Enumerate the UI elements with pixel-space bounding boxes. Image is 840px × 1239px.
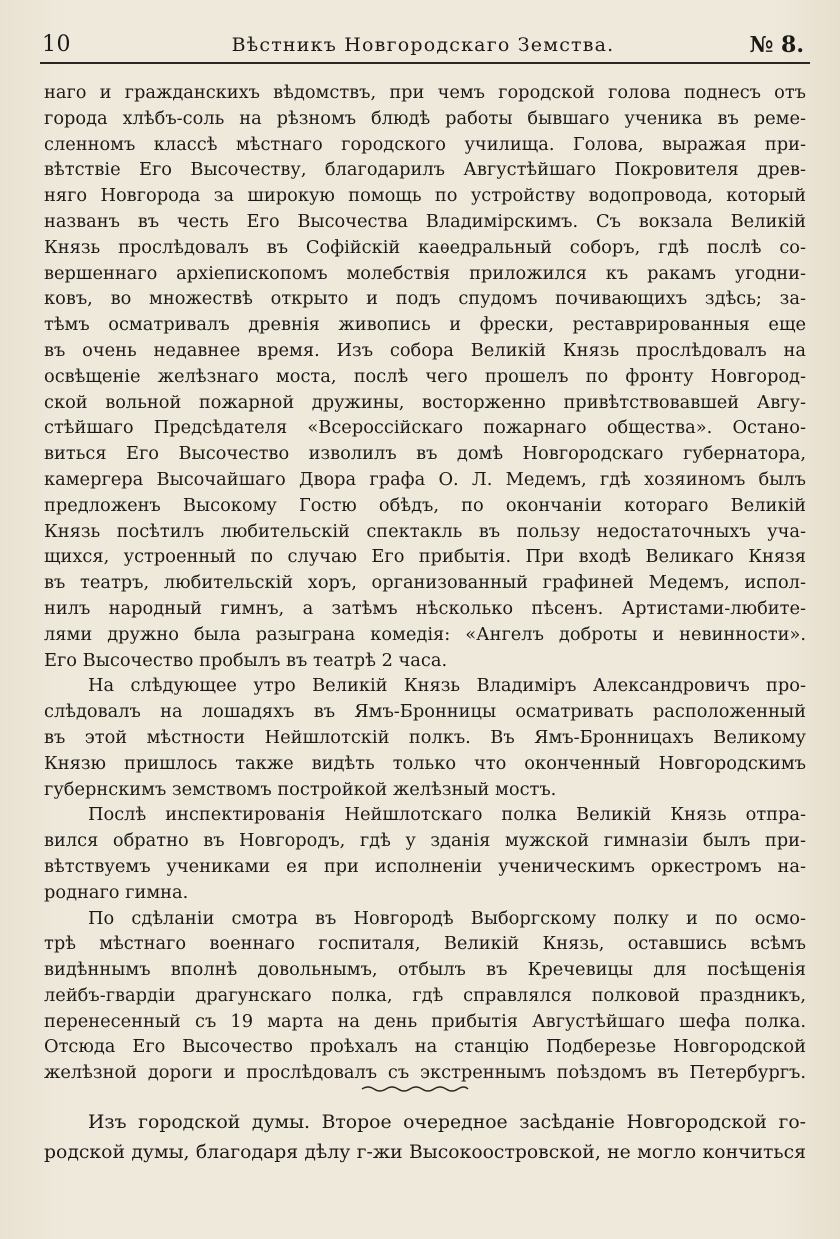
city-duma-section — [44, 1108, 806, 1168]
text-line: нилъ народный гимнъ, а затѣмъ нѣсколько пѣсенъ. Артистами-любите- — [44, 597, 806, 619]
text-line: сленномъ классѣ мѣстнаго городского училища. Голова, выражая при- — [44, 133, 806, 155]
text-line: города хлѣбъ-соль на рѣзномъ блюдѣ работы бывшаго ученика въ реме- — [44, 107, 806, 129]
text-line: тѣмъ осматривалъ древнія живопись и фрески, реставрированныя еще — [44, 314, 806, 336]
article-body — [44, 80, 806, 1086]
text-line: трѣ мѣстнаго военнаго госпиталя, Великій Князь, оставшись всѣмъ — [44, 933, 806, 955]
text-line: наго и гражданскихъ вѣдомствъ, при чемъ городской голова поднесъ отъ — [44, 82, 806, 103]
text-line: Князь посѣтилъ любительскій спектакль въ пользу недостаточныхъ уча- — [44, 520, 806, 542]
section-heading-line: Изъ городской думы. Второе очередное засѣданіе Новгородской го- — [88, 1112, 806, 1133]
text-line: вѣтствуемъ учениками ея при исполненіи ученическимъ оркестромъ на- — [44, 855, 806, 877]
text-line: освѣщеніе желѣзнаго моста, послѣ чего прошелъ по фронту Новгород- — [44, 365, 806, 387]
running-title: Вѣстникъ Новгородскаго Земства. — [231, 34, 615, 56]
text-line: перенесенный съ 19 марта на день прибытія Августѣйшаго шефа полка. — [44, 1010, 806, 1032]
text-line: родской думы, благодаря дѣлу г-жи Высокоостровской, не могло кончиться — [44, 1142, 806, 1163]
text-line: въ театръ, любительскій хоръ, организованный графиней Медемъ, испол- — [44, 572, 806, 594]
text-line: ской вольной пожарной дружины, восторженно привѣтствовавшей Авгу- — [44, 391, 806, 413]
text-line: въ очень недавнее время. Изъ собора Великій Князь прослѣдовалъ на — [44, 339, 806, 361]
text-line: названъ въ честь Его Высочества Владимірскимъ. Съ вокзала Великій — [44, 210, 806, 232]
text-line: видѣннымъ вполнѣ довольнымъ, отбылъ въ Кречевицы для посѣщенія — [44, 959, 806, 981]
text-line: вершеннаго архіепископомъ молебствія приложился къ ракамъ угодни- — [44, 262, 806, 284]
text-line: камергера Высочайшаго Двора графа О. Л. Медемъ, гдѣ хозяиномъ былъ — [44, 468, 806, 490]
text-line: няго Новгорода за широкую помощь по устройству водопровода, который — [44, 185, 806, 207]
text-line: Князь прослѣдовалъ въ Софійскій каѳедральный соборъ, гдѣ послѣ со- — [44, 236, 806, 258]
paragraph-start-line: По сдѣланіи смотра въ Новгородѣ Выборгскому полку и по осмо- — [88, 907, 806, 929]
text-line: желѣзной дороги и прослѣдовалъ съ экстреннымъ поѣздомъ въ Петербургъ. — [44, 1062, 806, 1084]
text-line: слѣдовалъ на лошадяхъ въ Ямъ-Бронницы осматривать расположенный — [44, 701, 806, 723]
text-line: лями дружно была разыграна комедія: «Ангелъ доброты и невинности». — [44, 623, 806, 645]
text-line: лейбъ-гвардіи драгунскаго полка, гдѣ справлялся полковой праздникъ, — [44, 984, 806, 1006]
text-line: предложенъ Высокому Гостю обѣдъ, по окончаніи котораго Великій — [44, 494, 806, 516]
text-line: виться Его Высочество изволилъ въ домѣ Новгородскаго губернатора, — [44, 443, 806, 465]
page-number: 10 — [42, 32, 71, 57]
text-line: Отсюда Его Высочество проѣхалъ на станцію Подберезье Новгородской — [44, 1036, 806, 1058]
paragraph-start-line: На слѣдующее утро Великій Князь Владиміръ Александровичъ про- — [88, 675, 806, 697]
header-rule — [40, 62, 810, 64]
section-divider-ornament — [360, 1084, 470, 1094]
text-line: щихся, устроенный по случаю Его прибытія. При входѣ Великаго Князя — [44, 546, 806, 568]
text-line: вѣтствіе Его Высочеству, благодарилъ Августѣйшаго Покровителя древ- — [44, 159, 806, 181]
page-header — [42, 30, 804, 62]
paragraph-start-line: Послѣ инспектированія Нейшлотскаго полка Великій Князь отпра- — [88, 804, 806, 826]
text-line: въ этой мѣстности Нейшлотскій полкъ. Въ Ямъ-Бронницахъ Великому — [44, 726, 806, 748]
text-line: стѣйшаго Предсѣдателя «Всероссійскаго пожарнаго общества». Остано- — [44, 417, 806, 439]
issue-number: № 8. — [749, 32, 804, 58]
text-line: Князю пришлось также видѣть только что оконченный Новгородскимъ — [44, 752, 806, 774]
text-line: вился обратно въ Новгородъ, гдѣ у зданія мужской гимназіи былъ при- — [44, 830, 806, 852]
paragraph-end-line: губернскимъ земствомъ постройкой желѣзный мостъ. — [44, 778, 557, 800]
text-line: ковъ, во множествѣ открыто и подъ спудомъ почивающихъ здѣсь; за- — [44, 288, 806, 310]
paragraph-end-line: Его Высочество пробылъ въ театрѣ 2 часа. — [44, 649, 448, 671]
paragraph-end-line: роднаго гимна. — [44, 881, 189, 903]
